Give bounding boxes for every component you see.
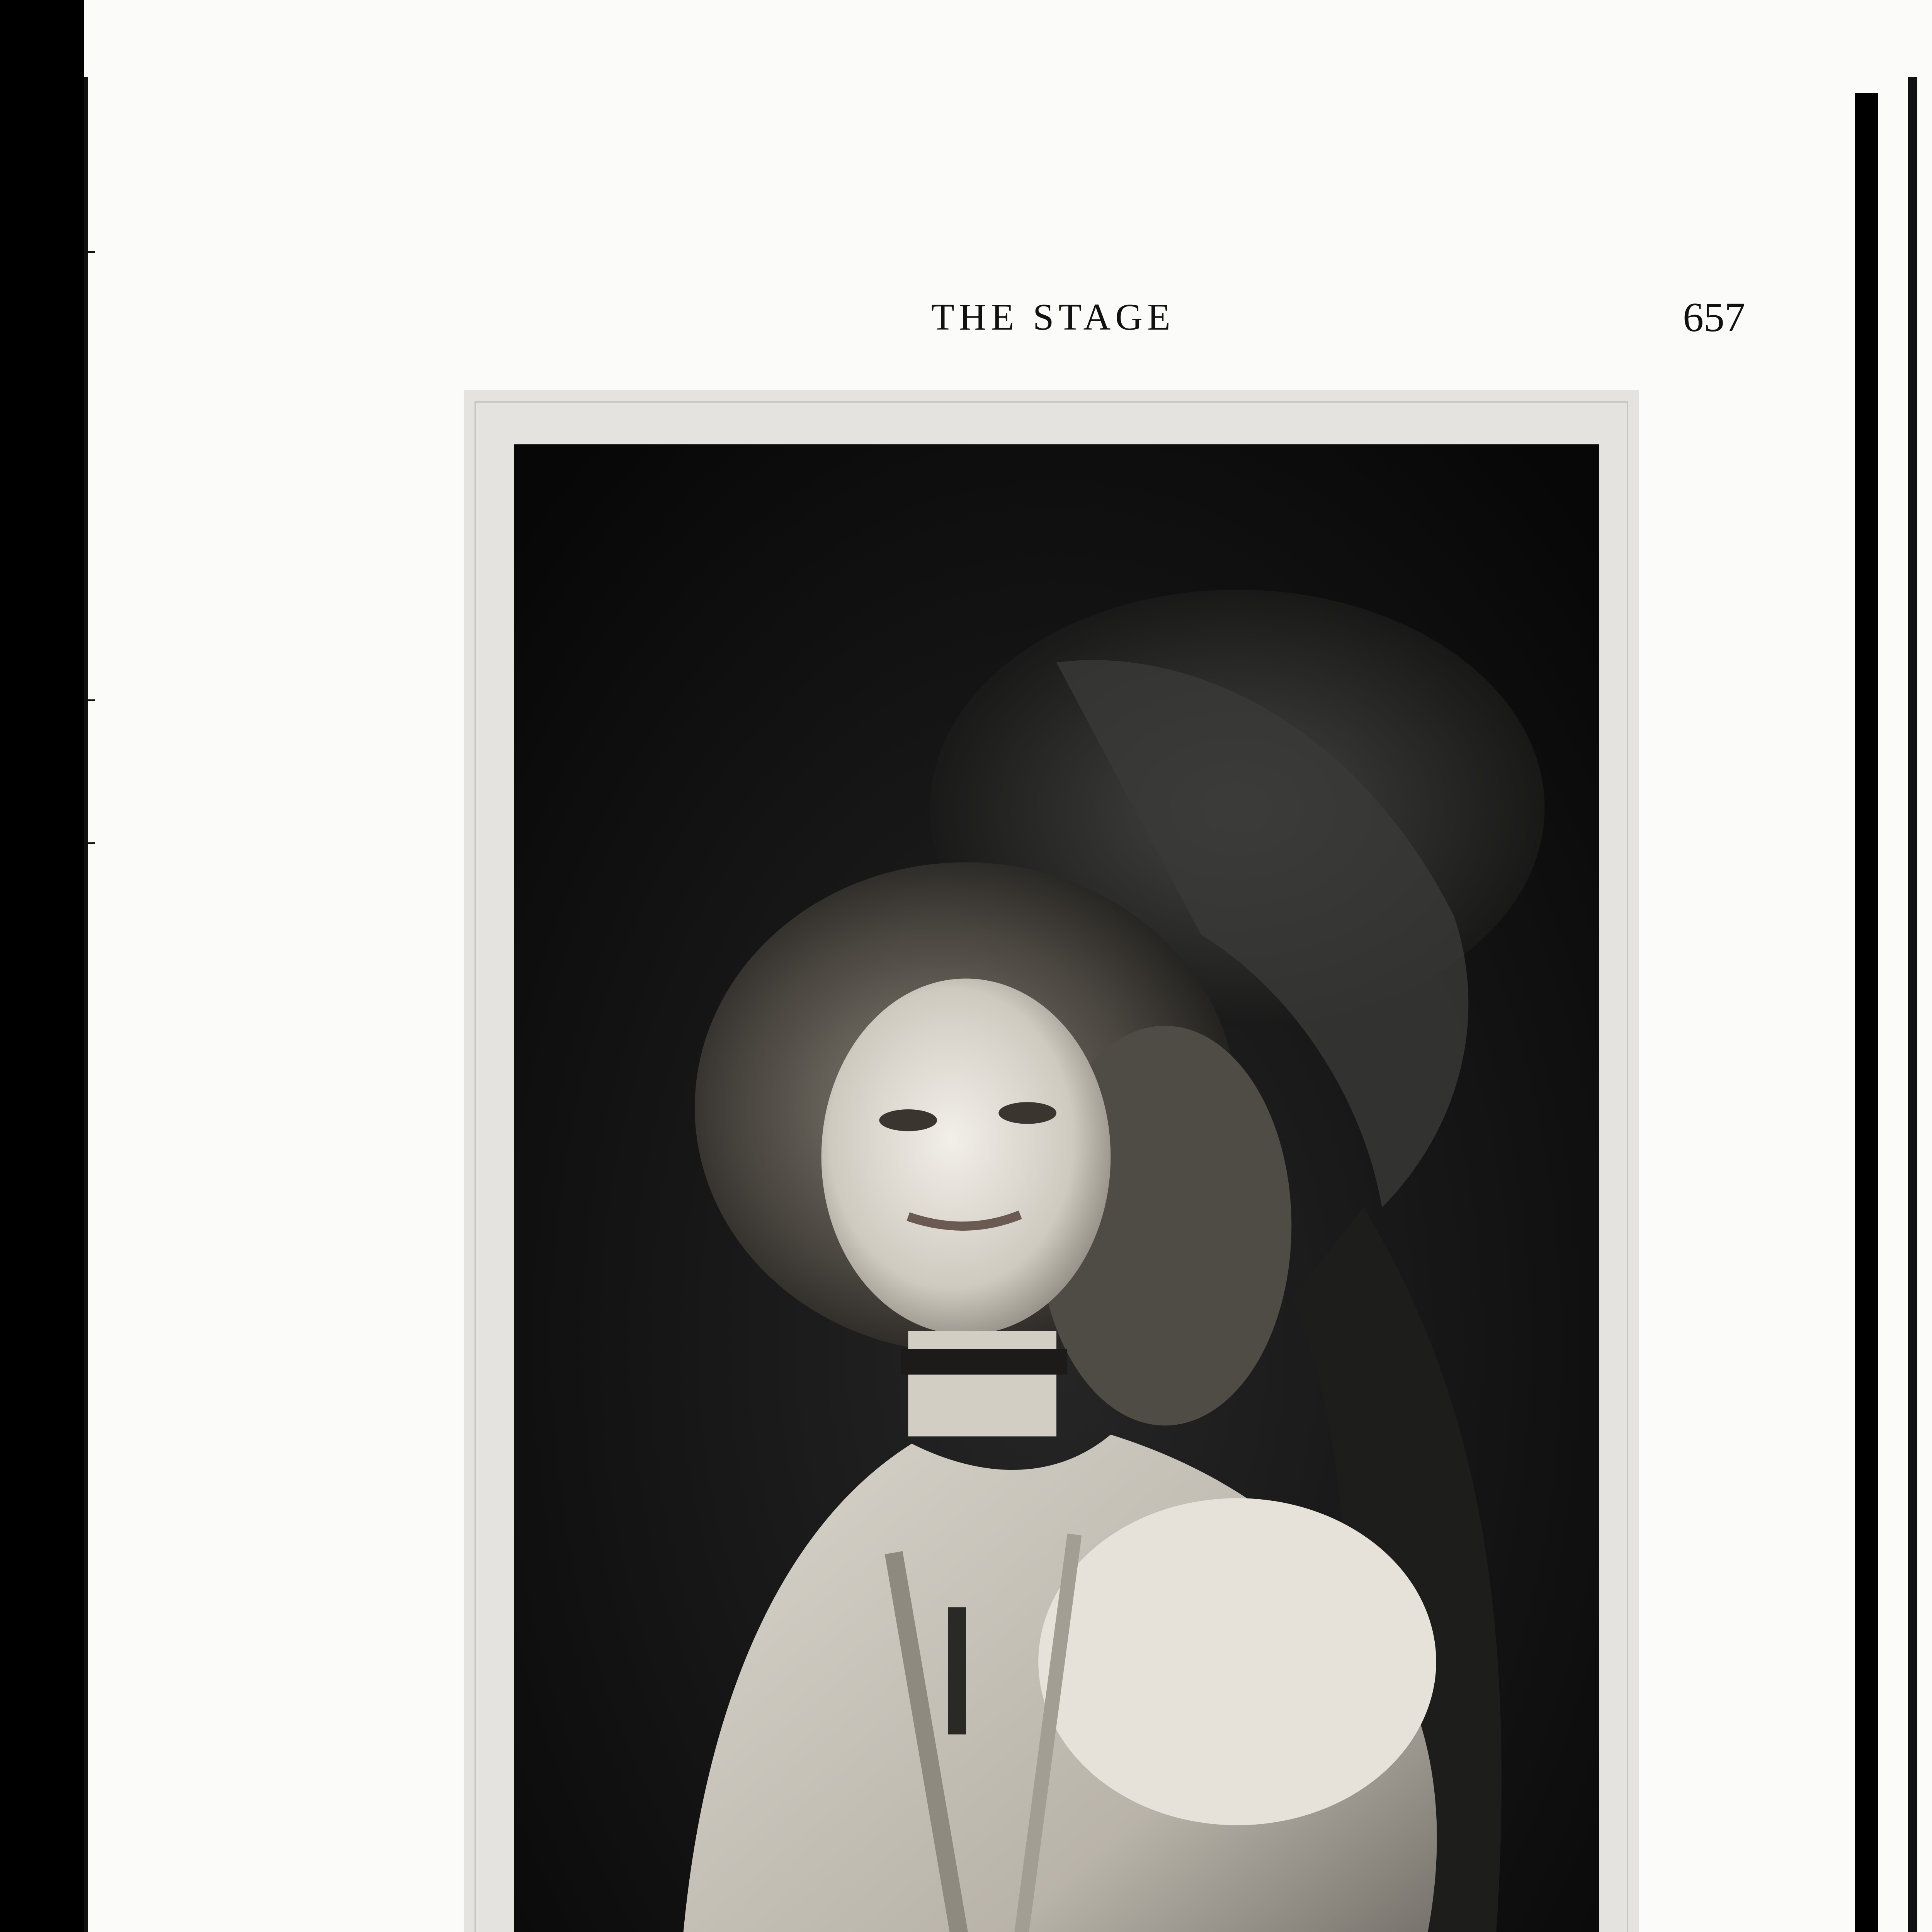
page-number: 657: [1683, 294, 1745, 340]
binding-edge: [84, 77, 88, 1932]
binding-mark: [84, 251, 95, 253]
scan-border: [1855, 93, 1878, 1932]
binding-mark: [84, 842, 95, 844]
running-title: THE STAGE: [931, 296, 1175, 338]
binding-mark: [84, 699, 95, 701]
page-edge-shadow: [1908, 77, 1917, 1932]
portrait-photograph: [514, 444, 1599, 1932]
portrait-illustration: [514, 444, 1599, 1932]
